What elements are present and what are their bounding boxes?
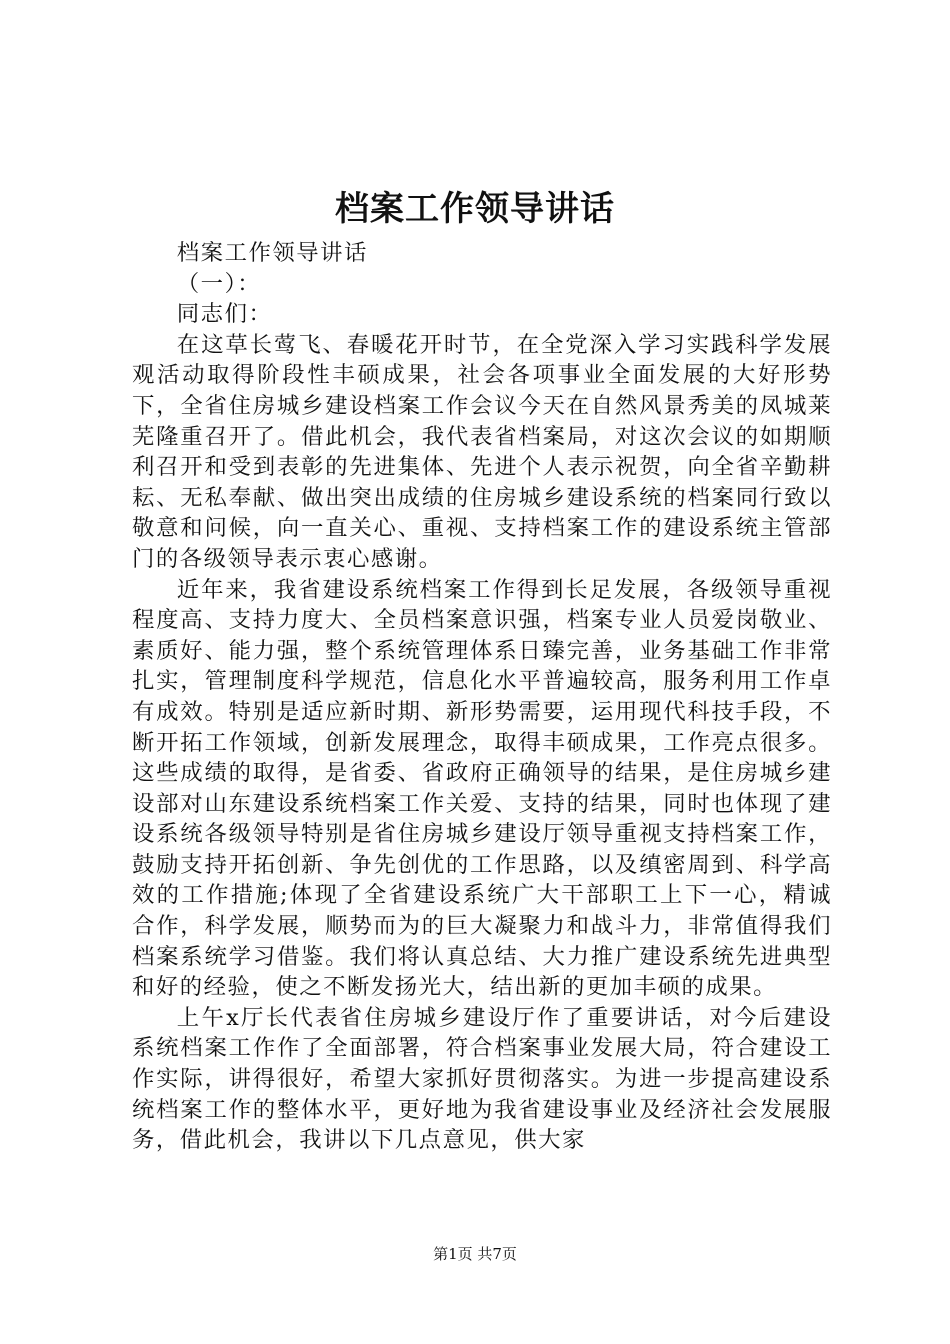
document-title: 档案工作领导讲话 bbox=[335, 189, 615, 229]
page-number-footer: 第1页 共7页 bbox=[433, 1245, 517, 1263]
paragraph-salutation: 同志们： bbox=[176, 301, 273, 328]
paragraph-opening: 在这草长莺飞、春暖花开时节，在全党深入学习实践科学发展观活动取得阶段性丰硕成果，社会各项事业全面发展的大好形势下，全省住房城乡建设档案工作会议今天在自然风景秀美的凤城莱芜隆重召开了。借此机会，我代表省档案局，对这次会议的如期顺利召开和受到表彰的先进集体、先进个人表示祝贺，向全省辛勤耕耘、无私奉献、做出突出成绩的住房城乡建设系统的档案同行致以敬意和问候，向一直关心、重视、支持档案工作的建设系统主管部门的各级领导表示衷心感谢。 bbox=[132, 331, 832, 572]
document-body bbox=[132, 238, 832, 1156]
paragraph-achievements: 近年来，我省建设系统档案工作得到长足发展，各级领导重视程度高、支持力度大、全员档案意识强，档案专业人员爱岗敬业、素质好、能力强，整个系统管理体系日臻完善，业务基础工作非常扎实，管理制度科学规范，信息化水平普遍较高，服务利用工作卓有成效。特别是适应新时期、新形势需要，运用现代科技手段，不断开拓工作领域，创新发展理念，取得丰硕成果，工作亮点很多。这些成绩的取得，是省委、省政府正确领导的结果，是住房城乡建设部对山东建设系统档案工作关爱、支持的结果，同时也体现了建设系统各级领导特别是省住房城乡建设厅领导重视支持档案工作，鼓励支持开拓创新、争先创优的工作思路，以及缜密周到、科学高效的工作措施;体现了全省建设系统广大干部职工上下一心，精诚合作，科学发展，顺势而为的巨大凝聚力和战斗力，非常值得我们档案系统学习借鉴。我们将认真总结、大力推广建设系统先进典型和好的经验，使之不断发扬光大，结出新的更加丰硕的成果。 bbox=[132, 576, 832, 1001]
paragraph-subtitle: 档案工作领导讲话 bbox=[176, 240, 368, 266]
paragraph-section-number: （一）： bbox=[176, 270, 262, 297]
paragraph-instructions: 上午x厅长代表省住房城乡建设厅作了重要讲话，对今后建设系统档案工作作了全面部署，符合档案事业发展大局，符合建设工作实际，讲得很好，希望大家抓好贯彻落实。为进一步提高建设系统档案工作的整体水平，更好地为我省建设事业及经济社会发展服务，借此机会，我讲以下几点意见，供大家 bbox=[132, 1004, 832, 1154]
